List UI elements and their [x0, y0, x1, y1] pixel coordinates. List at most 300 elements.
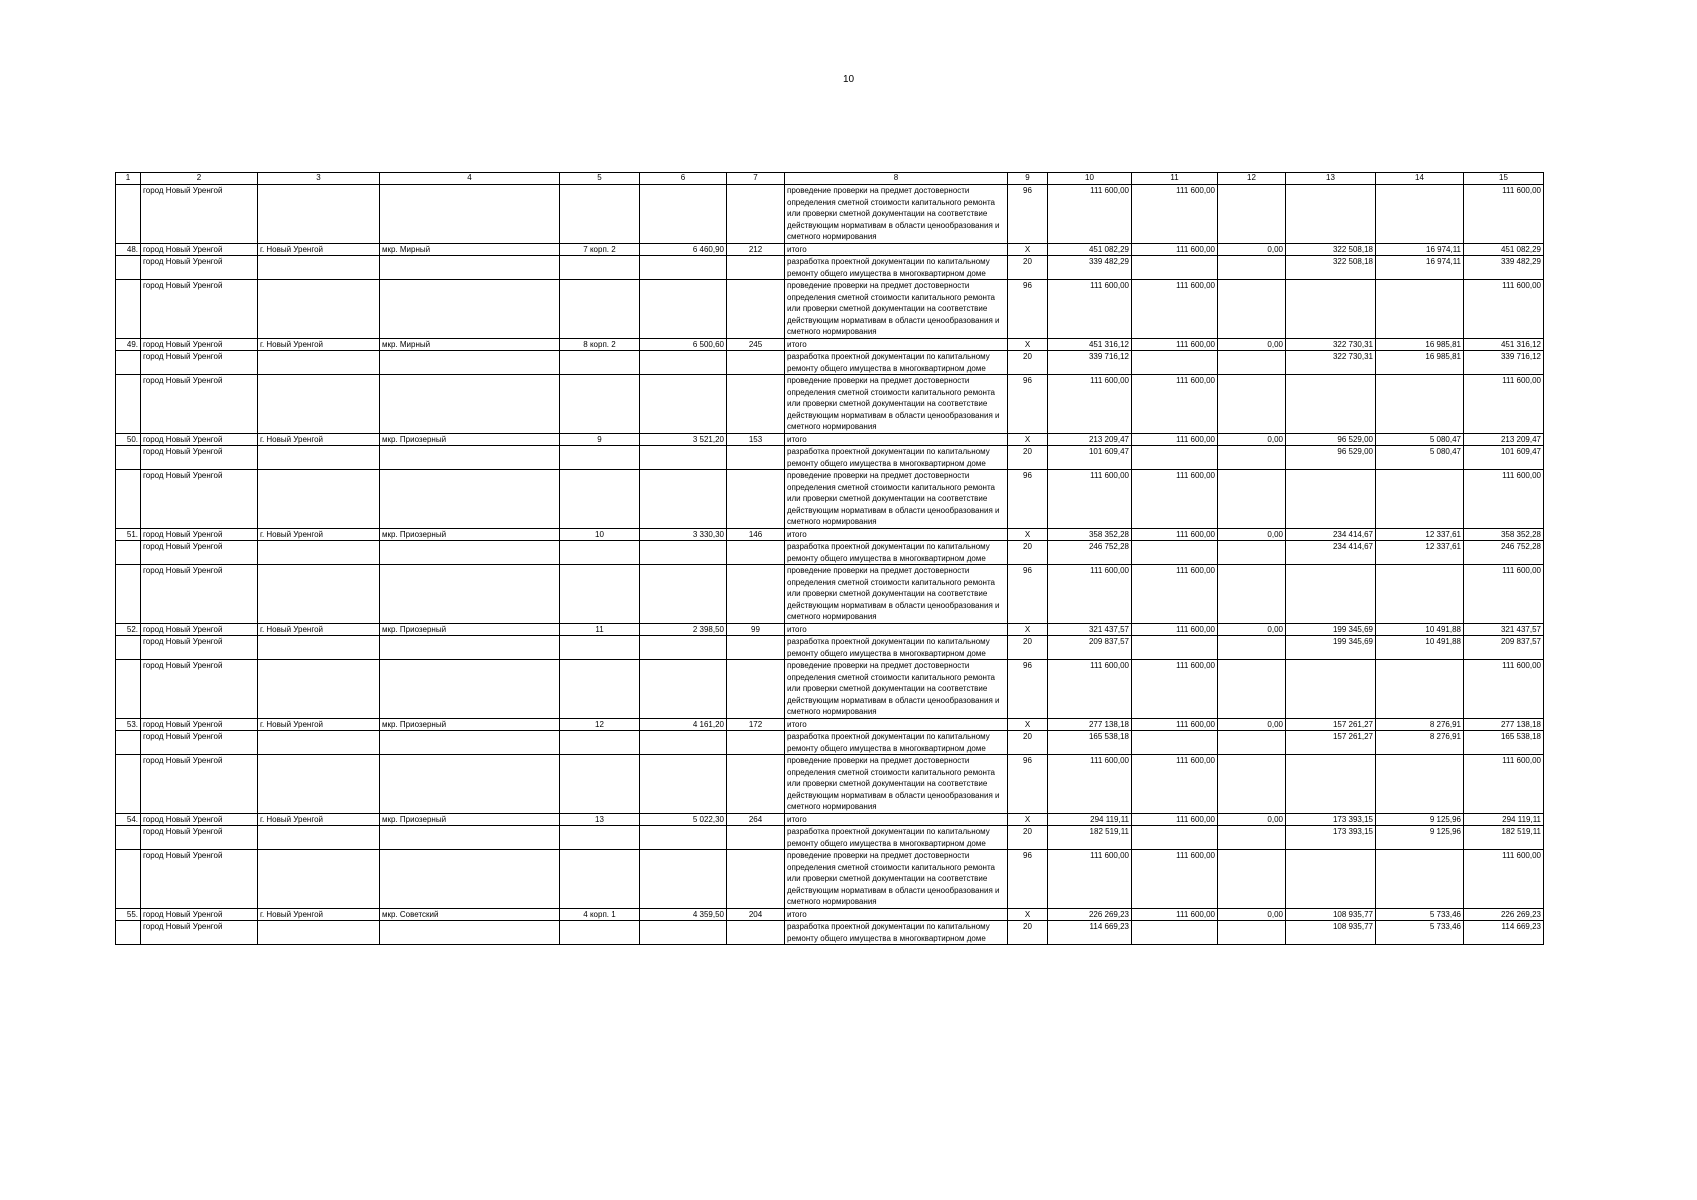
table-cell-col-9: X: [1008, 433, 1048, 446]
table-cell-col-1: 48.: [116, 243, 141, 256]
column-number-11: 11: [1132, 173, 1218, 185]
table-cell-col-5: 4 корп. 1: [560, 908, 640, 921]
table-row: [116, 433, 1544, 446]
table-cell-col-8: разработка проектной документации по капитальному ремонту общего имущества в многоквартирном доме: [785, 351, 1008, 375]
table-cell-col-10: 339 716,12: [1048, 351, 1132, 375]
table-cell-col-4: [380, 185, 560, 244]
table-cell-col-8: проведение проверки на предмет достоверности определения сметной стоимости капитального ремонта или проверки сметной документации на соответствие действующим нормативам в области ценообразования и сметного нормирования: [785, 755, 1008, 814]
table-cell-col-15: 111 600,00: [1464, 280, 1544, 339]
table-cell-col-6: [640, 826, 727, 850]
data-table: [115, 172, 1544, 945]
table-cell-col-10: 101 609,47: [1048, 446, 1132, 470]
table-cell-col-6: [640, 351, 727, 375]
table-cell-col-5: [560, 446, 640, 470]
table-cell-col-5: 7 корп. 2: [560, 243, 640, 256]
table-cell-col-12: [1218, 470, 1286, 529]
table-cell-col-9: 20: [1008, 731, 1048, 755]
table-cell-col-9: X: [1008, 813, 1048, 826]
table-cell-col-11: 111 600,00: [1132, 623, 1218, 636]
table-cell-col-4: мкр. Приозерный: [380, 813, 560, 826]
table-row: [116, 826, 1544, 850]
table-cell-col-4: [380, 565, 560, 624]
table-row: [116, 565, 1544, 624]
table-cell-col-9: 96: [1008, 850, 1048, 909]
table-cell-col-7: 245: [727, 338, 785, 351]
table-cell-col-8: итого: [785, 623, 1008, 636]
table-cell-col-4: [380, 470, 560, 529]
table-cell-col-3: [258, 541, 380, 565]
table-cell-col-12: [1218, 446, 1286, 470]
table-cell-col-4: мкр. Приозерный: [380, 718, 560, 731]
table-cell-col-1: [116, 256, 141, 280]
table-cell-col-5: [560, 850, 640, 909]
table-cell-col-1: [116, 351, 141, 375]
table-cell-col-8: итого: [785, 528, 1008, 541]
table-cell-col-6: [640, 280, 727, 339]
table-cell-col-7: 172: [727, 718, 785, 731]
table-row: [116, 256, 1544, 280]
table-cell-col-15: 111 600,00: [1464, 375, 1544, 434]
table-cell-col-8: итого: [785, 338, 1008, 351]
column-number-2: 2: [141, 173, 258, 185]
table-cell-col-10: 226 269,23: [1048, 908, 1132, 921]
table-cell-col-5: [560, 660, 640, 719]
table-cell-col-6: 5 022,30: [640, 813, 727, 826]
table-cell-col-8: разработка проектной документации по капитальному ремонту общего имущества в многоквартирном доме: [785, 636, 1008, 660]
table-cell-col-10: 277 138,18: [1048, 718, 1132, 731]
table-cell-col-13: 199 345,69: [1286, 623, 1376, 636]
table-cell-col-3: г. Новый Уренгой: [258, 528, 380, 541]
table-cell-col-5: [560, 280, 640, 339]
table-row: [116, 731, 1544, 755]
table-cell-col-3: [258, 826, 380, 850]
table-cell-col-3: [258, 470, 380, 529]
table-cell-col-6: 2 398,50: [640, 623, 727, 636]
column-number-4: 4: [380, 173, 560, 185]
table-cell-col-13: 108 935,77: [1286, 908, 1376, 921]
table-cell-col-14: 8 276,91: [1376, 731, 1464, 755]
table-cell-col-3: [258, 375, 380, 434]
table-cell-col-9: 20: [1008, 351, 1048, 375]
table-row: [116, 908, 1544, 921]
table-cell-col-6: [640, 755, 727, 814]
table-cell-col-13: 173 393,15: [1286, 813, 1376, 826]
table-row: [116, 470, 1544, 529]
table-cell-col-14: 16 985,81: [1376, 338, 1464, 351]
table-cell-col-7: [727, 351, 785, 375]
table-cell-col-3: г. Новый Уренгой: [258, 338, 380, 351]
table-cell-col-4: [380, 446, 560, 470]
table-cell-col-11: 111 600,00: [1132, 755, 1218, 814]
table-cell-col-3: [258, 921, 380, 945]
table-cell-col-3: [258, 351, 380, 375]
table-cell-col-4: [380, 826, 560, 850]
table-cell-col-5: [560, 185, 640, 244]
table-cell-col-1: [116, 731, 141, 755]
table-cell-col-7: [727, 921, 785, 945]
table-cell-col-15: 213 209,47: [1464, 433, 1544, 446]
table-cell-col-13: [1286, 660, 1376, 719]
table-cell-col-1: 52.: [116, 623, 141, 636]
table-cell-col-14: 16 974,11: [1376, 243, 1464, 256]
table-cell-col-11: [1132, 636, 1218, 660]
table-cell-col-7: [727, 636, 785, 660]
column-number-7: 7: [727, 173, 785, 185]
table-cell-col-6: [640, 636, 727, 660]
table-cell-col-12: [1218, 755, 1286, 814]
table-row: [116, 375, 1544, 434]
table-cell-col-15: 451 082,29: [1464, 243, 1544, 256]
table-cell-col-3: г. Новый Уренгой: [258, 243, 380, 256]
table-cell-col-1: [116, 541, 141, 565]
table-cell-col-8: итого: [785, 718, 1008, 731]
table-cell-col-13: 199 345,69: [1286, 636, 1376, 660]
table-cell-col-13: [1286, 280, 1376, 339]
table-cell-col-14: 12 337,61: [1376, 528, 1464, 541]
table-cell-col-10: 111 600,00: [1048, 470, 1132, 529]
table-cell-col-13: 96 529,00: [1286, 446, 1376, 470]
table-cell-col-11: [1132, 446, 1218, 470]
table-cell-col-2: город Новый Уренгой: [141, 718, 258, 731]
table-cell-col-14: [1376, 850, 1464, 909]
table-cell-col-10: 111 600,00: [1048, 375, 1132, 434]
table-cell-col-11: 111 600,00: [1132, 908, 1218, 921]
table-cell-col-6: [640, 731, 727, 755]
table-cell-col-8: проведение проверки на предмет достоверности определения сметной стоимости капитального ремонта или проверки сметной документации на соответствие действующим нормативам в области ценообразования и сметного нормирования: [785, 470, 1008, 529]
table-cell-col-8: проведение проверки на предмет достоверности определения сметной стоимости капитального ремонта или проверки сметной документации на соответствие действующим нормативам в области ценообразования и сметного нормирования: [785, 280, 1008, 339]
table-cell-col-14: 9 125,96: [1376, 826, 1464, 850]
table-cell-col-2: город Новый Уренгой: [141, 921, 258, 945]
table-cell-col-10: 111 600,00: [1048, 850, 1132, 909]
table-cell-col-3: [258, 446, 380, 470]
table-cell-col-2: город Новый Уренгой: [141, 185, 258, 244]
table-cell-col-8: проведение проверки на предмет достоверности определения сметной стоимости капитального ремонта или проверки сметной документации на соответствие действующим нормативам в области ценообразования и сметного нормирования: [785, 185, 1008, 244]
table-cell-col-3: г. Новый Уренгой: [258, 718, 380, 731]
table-cell-col-4: [380, 731, 560, 755]
table-row: [116, 755, 1544, 814]
table-cell-col-12: 0,00: [1218, 338, 1286, 351]
table-cell-col-1: 53.: [116, 718, 141, 731]
table-cell-col-2: город Новый Уренгой: [141, 470, 258, 529]
table-cell-col-1: 55.: [116, 908, 141, 921]
table-cell-col-13: 234 414,67: [1286, 528, 1376, 541]
table-cell-col-13: 322 730,31: [1286, 338, 1376, 351]
table-cell-col-5: [560, 921, 640, 945]
table-row: [116, 338, 1544, 351]
table-cell-col-4: [380, 280, 560, 339]
table-row: [116, 718, 1544, 731]
table-cell-col-15: 321 437,57: [1464, 623, 1544, 636]
table-cell-col-1: [116, 446, 141, 470]
table-cell-col-15: 277 138,18: [1464, 718, 1544, 731]
table-cell-col-12: [1218, 731, 1286, 755]
table-cell-col-13: 157 261,27: [1286, 718, 1376, 731]
table-cell-col-14: 5 080,47: [1376, 433, 1464, 446]
table-cell-col-9: 96: [1008, 565, 1048, 624]
table-cell-col-10: 111 600,00: [1048, 565, 1132, 624]
table-cell-col-14: 9 125,96: [1376, 813, 1464, 826]
table-cell-col-2: город Новый Уренгой: [141, 433, 258, 446]
column-number-1: 1: [116, 173, 141, 185]
table-cell-col-9: 96: [1008, 470, 1048, 529]
table-cell-col-2: город Новый Уренгой: [141, 243, 258, 256]
table-row: [116, 850, 1544, 909]
table-cell-col-5: 13: [560, 813, 640, 826]
table-cell-col-9: 20: [1008, 921, 1048, 945]
table-cell-col-7: [727, 826, 785, 850]
table-cell-col-11: 111 600,00: [1132, 813, 1218, 826]
table-cell-col-6: 4 161,20: [640, 718, 727, 731]
table-cell-col-5: [560, 470, 640, 529]
table-cell-col-11: [1132, 731, 1218, 755]
table-cell-col-6: 3 330,30: [640, 528, 727, 541]
table-cell-col-14: 8 276,91: [1376, 718, 1464, 731]
table-cell-col-5: [560, 636, 640, 660]
table-cell-col-13: 173 393,15: [1286, 826, 1376, 850]
table-cell-col-12: [1218, 660, 1286, 719]
table-cell-col-7: [727, 280, 785, 339]
table-cell-col-10: 209 837,57: [1048, 636, 1132, 660]
table-cell-col-15: 246 752,28: [1464, 541, 1544, 565]
table-cell-col-11: [1132, 541, 1218, 565]
table-cell-col-14: 16 985,81: [1376, 351, 1464, 375]
table-cell-col-9: 20: [1008, 826, 1048, 850]
table-cell-col-8: проведение проверки на предмет достоверности определения сметной стоимости капитального ремонта или проверки сметной документации на соответствие действующим нормативам в области ценообразования и сметного нормирования: [785, 850, 1008, 909]
table-cell-col-9: 96: [1008, 280, 1048, 339]
table-cell-col-12: [1218, 636, 1286, 660]
table-cell-col-12: [1218, 280, 1286, 339]
table-cell-col-3: г. Новый Уренгой: [258, 813, 380, 826]
table-cell-col-1: [116, 280, 141, 339]
table-cell-col-3: [258, 850, 380, 909]
table-cell-col-11: [1132, 826, 1218, 850]
table-cell-col-6: 6 500,60: [640, 338, 727, 351]
table-cell-col-3: [258, 565, 380, 624]
table-cell-col-11: 111 600,00: [1132, 433, 1218, 446]
table-cell-col-1: [116, 660, 141, 719]
table-cell-col-6: [640, 256, 727, 280]
table-cell-col-14: [1376, 755, 1464, 814]
table-cell-col-12: 0,00: [1218, 433, 1286, 446]
table-row: [116, 623, 1544, 636]
table-cell-col-5: [560, 826, 640, 850]
table-cell-col-13: [1286, 755, 1376, 814]
table-cell-col-13: [1286, 470, 1376, 529]
table-cell-col-5: 8 корп. 2: [560, 338, 640, 351]
table-cell-col-11: 111 600,00: [1132, 565, 1218, 624]
table-cell-col-10: 111 600,00: [1048, 280, 1132, 339]
table-cell-col-12: [1218, 826, 1286, 850]
table-cell-col-12: 0,00: [1218, 813, 1286, 826]
table-cell-col-2: город Новый Уренгой: [141, 446, 258, 470]
table-cell-col-14: 16 974,11: [1376, 256, 1464, 280]
table-cell-col-11: 111 600,00: [1132, 528, 1218, 541]
table-cell-col-2: город Новый Уренгой: [141, 256, 258, 280]
table-row: [116, 921, 1544, 945]
table-cell-col-4: [380, 541, 560, 565]
table-cell-col-4: [380, 921, 560, 945]
table-cell-col-7: [727, 660, 785, 719]
table-cell-col-12: 0,00: [1218, 528, 1286, 541]
table-cell-col-7: [727, 375, 785, 434]
table-cell-col-1: [116, 850, 141, 909]
table-cell-col-5: [560, 351, 640, 375]
column-number-3: 3: [258, 173, 380, 185]
table-cell-col-2: город Новый Уренгой: [141, 280, 258, 339]
column-number-13: 13: [1286, 173, 1376, 185]
table-cell-col-12: 0,00: [1218, 718, 1286, 731]
table-cell-col-2: город Новый Уренгой: [141, 351, 258, 375]
table-cell-col-10: 213 209,47: [1048, 433, 1132, 446]
column-number-6: 6: [640, 173, 727, 185]
table-cell-col-8: разработка проектной документации по капитальному ремонту общего имущества в многоквартирном доме: [785, 826, 1008, 850]
table-cell-col-6: [640, 921, 727, 945]
table-cell-col-9: X: [1008, 528, 1048, 541]
table-cell-col-12: [1218, 541, 1286, 565]
table-cell-col-13: 157 261,27: [1286, 731, 1376, 755]
table-cell-col-3: г. Новый Уренгой: [258, 433, 380, 446]
column-number-15: 15: [1464, 173, 1544, 185]
table-cell-col-4: мкр. Приозерный: [380, 623, 560, 636]
table-cell-col-1: [116, 921, 141, 945]
table-cell-col-4: мкр. Приозерный: [380, 528, 560, 541]
table-cell-col-8: разработка проектной документации по капитальному ремонту общего имущества в многоквартирном доме: [785, 446, 1008, 470]
table-cell-col-13: 322 508,18: [1286, 256, 1376, 280]
table-cell-col-7: [727, 185, 785, 244]
column-number-10: 10: [1048, 173, 1132, 185]
table-row: [116, 636, 1544, 660]
table-cell-col-9: 20: [1008, 446, 1048, 470]
table-cell-col-9: X: [1008, 908, 1048, 921]
table-cell-col-2: город Новый Уренгой: [141, 623, 258, 636]
table-cell-col-8: проведение проверки на предмет достоверности определения сметной стоимости капитального ремонта или проверки сметной документации на соответствие действующим нормативам в области ценообразования и сметного нормирования: [785, 375, 1008, 434]
table-cell-col-6: [640, 375, 727, 434]
page-number: 10: [842, 74, 855, 85]
table-row: [116, 185, 1544, 244]
table-cell-col-11: 111 600,00: [1132, 375, 1218, 434]
table-cell-col-15: 111 600,00: [1464, 755, 1544, 814]
table-cell-col-9: X: [1008, 718, 1048, 731]
table-cell-col-11: 111 600,00: [1132, 243, 1218, 256]
table-cell-col-3: [258, 280, 380, 339]
table-cell-col-11: [1132, 256, 1218, 280]
table-cell-col-5: [560, 256, 640, 280]
table-cell-col-10: 182 519,11: [1048, 826, 1132, 850]
table-cell-col-10: 339 482,29: [1048, 256, 1132, 280]
table-cell-col-14: 10 491,88: [1376, 623, 1464, 636]
table-cell-col-2: город Новый Уренгой: [141, 541, 258, 565]
table-cell-col-3: г. Новый Уренгой: [258, 908, 380, 921]
table-cell-col-2: город Новый Уренгой: [141, 731, 258, 755]
table-cell-col-4: мкр. Советский: [380, 908, 560, 921]
table-cell-col-8: проведение проверки на предмет достоверности определения сметной стоимости капитального ремонта или проверки сметной документации на соответствие действующим нормативам в области ценообразования и сметного нормирования: [785, 565, 1008, 624]
table-cell-col-4: мкр. Мирный: [380, 243, 560, 256]
table-cell-col-1: 49.: [116, 338, 141, 351]
table-cell-col-4: [380, 256, 560, 280]
table-cell-col-7: [727, 850, 785, 909]
table-cell-col-7: [727, 541, 785, 565]
table-cell-col-15: 339 482,29: [1464, 256, 1544, 280]
table-cell-col-2: город Новый Уренгой: [141, 850, 258, 909]
table-cell-col-11: 111 600,00: [1132, 660, 1218, 719]
table-cell-col-12: [1218, 565, 1286, 624]
table-cell-col-7: [727, 470, 785, 529]
table-cell-col-15: 111 600,00: [1464, 185, 1544, 244]
table-cell-col-6: [640, 660, 727, 719]
table-cell-col-10: 321 437,57: [1048, 623, 1132, 636]
table-cell-col-14: 5 080,47: [1376, 446, 1464, 470]
table-cell-col-10: 451 316,12: [1048, 338, 1132, 351]
table-cell-col-10: 111 600,00: [1048, 755, 1132, 814]
table-cell-col-9: 96: [1008, 660, 1048, 719]
table-cell-col-8: разработка проектной документации по капитальному ремонту общего имущества в многоквартирном доме: [785, 921, 1008, 945]
table-cell-col-7: 264: [727, 813, 785, 826]
table-cell-col-4: [380, 850, 560, 909]
table-cell-col-15: 209 837,57: [1464, 636, 1544, 660]
table-cell-col-11: 111 600,00: [1132, 338, 1218, 351]
table-cell-col-9: 96: [1008, 375, 1048, 434]
table-cell-col-8: итого: [785, 243, 1008, 256]
table-cell-col-7: 153: [727, 433, 785, 446]
table-cell-col-5: 10: [560, 528, 640, 541]
table-cell-col-11: 111 600,00: [1132, 850, 1218, 909]
table-cell-col-3: [258, 660, 380, 719]
table-cell-col-1: [116, 375, 141, 434]
table-cell-col-7: [727, 256, 785, 280]
table-cell-col-5: [560, 755, 640, 814]
table-cell-col-13: [1286, 375, 1376, 434]
table-cell-col-3: г. Новый Уренгой: [258, 623, 380, 636]
column-number-8: 8: [785, 173, 1008, 185]
table-cell-col-10: 294 119,11: [1048, 813, 1132, 826]
table-cell-col-6: 3 521,20: [640, 433, 727, 446]
table-cell-col-13: 108 935,77: [1286, 921, 1376, 945]
table-cell-col-15: 101 609,47: [1464, 446, 1544, 470]
table-cell-col-9: 20: [1008, 541, 1048, 565]
table-cell-col-11: 111 600,00: [1132, 185, 1218, 244]
table-cell-col-6: [640, 446, 727, 470]
table-cell-col-3: [258, 731, 380, 755]
table-cell-col-1: 51.: [116, 528, 141, 541]
table-cell-col-10: 246 752,28: [1048, 541, 1132, 565]
table-cell-col-8: итого: [785, 813, 1008, 826]
table-cell-col-3: [258, 185, 380, 244]
column-number-9: 9: [1008, 173, 1048, 185]
table-cell-col-6: [640, 185, 727, 244]
table-cell-col-4: [380, 660, 560, 719]
table-cell-col-2: город Новый Уренгой: [141, 565, 258, 624]
table-cell-col-9: X: [1008, 623, 1048, 636]
table-cell-col-4: [380, 755, 560, 814]
table-cell-col-6: 4 359,50: [640, 908, 727, 921]
table-cell-col-1: [116, 755, 141, 814]
table-cell-col-14: 5 733,46: [1376, 908, 1464, 921]
table-cell-col-1: [116, 185, 141, 244]
table-cell-col-10: 111 600,00: [1048, 660, 1132, 719]
table-cell-col-14: [1376, 375, 1464, 434]
table-cell-col-4: [380, 375, 560, 434]
table-cell-col-9: 96: [1008, 185, 1048, 244]
table-cell-col-6: [640, 541, 727, 565]
table-cell-col-7: [727, 565, 785, 624]
table-row: [116, 243, 1544, 256]
table-cell-col-5: 9: [560, 433, 640, 446]
table-cell-col-8: итого: [785, 908, 1008, 921]
table-cell-col-8: разработка проектной документации по капитальному ремонту общего имущества в многоквартирном доме: [785, 256, 1008, 280]
table-row: [116, 541, 1544, 565]
table-cell-col-13: 322 508,18: [1286, 243, 1376, 256]
table-cell-col-3: [258, 755, 380, 814]
